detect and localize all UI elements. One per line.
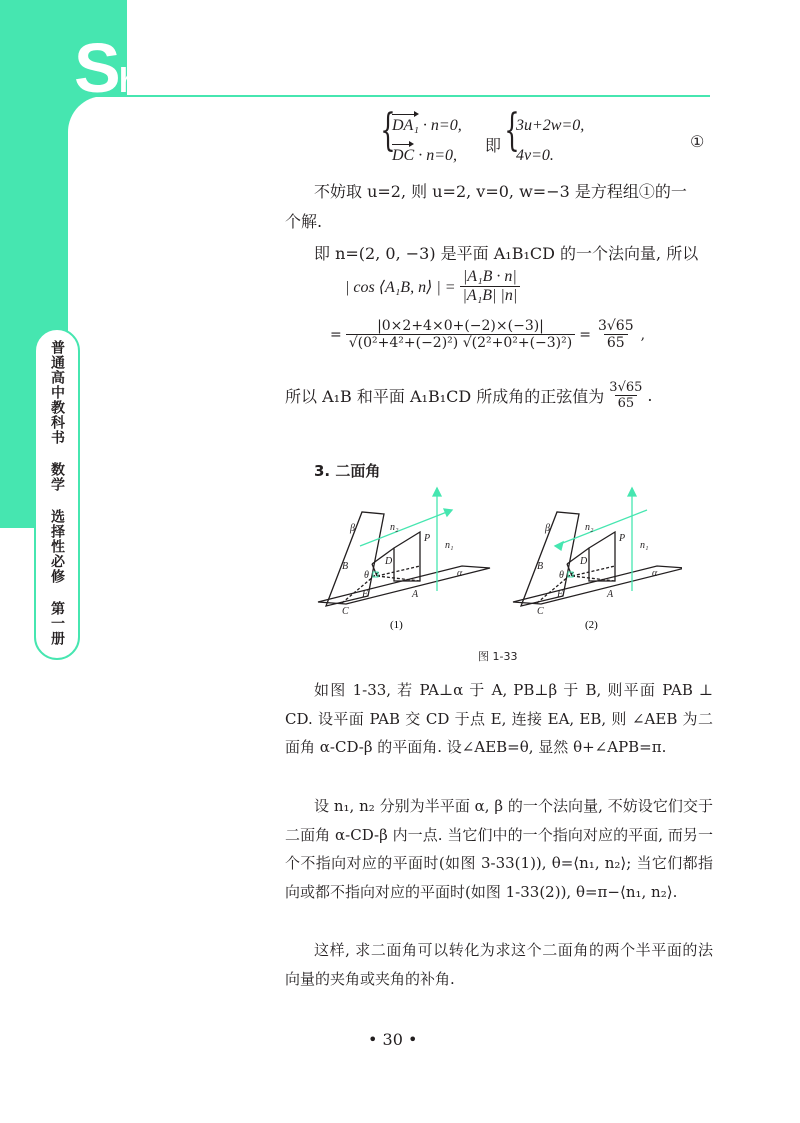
label-D-1: D [385,556,393,567]
figure-panel-2 [513,488,682,606]
system-eq1-left: DA₁ · n=0, [392,117,462,134]
logo-initial: S [74,29,121,107]
label-E-2: E [557,589,564,600]
label-n2-2: n₂ [585,522,594,533]
result-fraction [595,318,637,351]
figure-panel-1 [318,488,490,606]
cos-fraction [460,268,521,305]
label-P-2: P [619,533,626,544]
equation-label: ① [690,132,705,151]
label-beta-1: β [350,523,355,534]
numeric-numerator: |0×2+4×0+(−2)×(−3)| [377,318,544,334]
cos-equation-2: = $\frac{|0\times 2+4\times 0+(-2)\times(-3)|}{\text{√(0²+4²+(−2)²) √(2²+0²+(−3)²)}}$ = $\frac{3√65}{65}$ , [330,318,646,351]
cos-numerator: |A₁B · n| [462,268,517,285]
side-book-title: 普通高中教科书 数学 选择性必修 第一册 [49,340,65,646]
system-eq2-right: 4v=0. [516,147,554,164]
conclusion-text: 所以 A₁B 和平面 A₁B₁CD 所成角的正弦值为 [285,387,605,406]
dihedral-angle-figure [312,486,682,666]
conclusion-line: 所以 A₁B 和平面 A₁B₁CD 所成角的正弦值为 $\frac{3√65}{65}$ . [285,380,653,411]
page-corner-mask [68,96,268,616]
cos-lhs: | cos ⟨A₁B, n⟩ | = [345,278,456,296]
label-C-2: C [537,606,544,617]
system-eq1-right: 3u+2w=0, [516,117,585,134]
numeric-fraction [346,318,576,351]
paragraph-2: 设 n₁, n₂ 分别为半平面 α, β 的一个法向量, 不妨设它们交于二面角 α-CD-β 内一点. 当它们中的一个指向对应的平面, 而另一个不指向对应的平面时(如图 3-33(1)), θ=⟨n₁, n₂⟩; 当它们都指向或都不指向对应的平面时(如图 1-33(2)), θ=π−⟨n₁, n₂⟩. [285,797,713,901]
label-alpha-2: α [652,568,658,579]
result-numerator: 3√65 [597,318,634,334]
cos-denominator: |A₁B| |n| [460,286,521,305]
section-heading: 3. 二面角 [314,462,381,480]
numeric-denominator: √(0²+4²+(−2)²) √(2²+0²+(−3)²) [346,334,576,351]
label-beta-2: β [545,523,550,534]
label-n2-1: n₂ [390,522,399,533]
text-line-3: 即 n=(2, 0, −3) 是平面 A₁B₁CD 的一个法向量, 所以 [314,244,699,263]
label-n1-1: n₁ [445,540,454,551]
right-brace: { [504,105,520,156]
sub-caption-1: (1) [390,619,403,631]
label-n1-2: n₁ [640,540,649,551]
header-logo [74,29,224,107]
system-connector: 即 [485,136,502,155]
left-brace: { [380,105,396,156]
result-denominator: 65 [604,334,628,351]
label-A-1: A [412,589,419,600]
label-E-1: E [362,589,369,600]
text-line-1: 不妨取 u=2, 则 u=2, v=0, w=−3 是方程组①的一 [314,182,687,201]
label-B-1: B [342,561,349,572]
text-line-2: 个解. [285,212,323,231]
page-number: • 30 • [368,1030,418,1049]
paragraph-1: 如图 1-33, 若 PA⊥α 于 A, PB⊥β 于 B, 则平面 PAB ⊥ CD. 设平面 PAB 交 CD 于点 E, 连接 EA, EB, 则 ∠AEB 为二面角 α-CD-β 的平面角. 设∠AEB=θ, 显然 θ+∠APB=π. [285,681,713,756]
conclusion-fraction: $\frac{3√65}{65}$ [609,380,643,411]
system-eq2-left: DC · n=0, [392,147,458,164]
label-C-1: C [342,606,349,617]
label-D-2: D [580,556,588,567]
figure-caption: 图 1-33 [478,650,518,663]
cos-equation-1 [345,268,520,305]
sub-caption-2: (2) [585,619,598,631]
logo-word: huxue [118,62,224,100]
paragraph-3: 这样, 求二面角可以转化为求这个二面角的两个半平面的法向量的夹角或夹角的补角. [285,941,713,988]
label-B-2: B [537,561,544,572]
label-theta-2: θ [559,570,564,581]
label-theta-1: θ [364,570,369,581]
side-book-title-tab [34,328,80,660]
label-alpha-1: α [457,568,463,579]
label-A-2: A [607,589,614,600]
label-P-1: P [424,533,431,544]
